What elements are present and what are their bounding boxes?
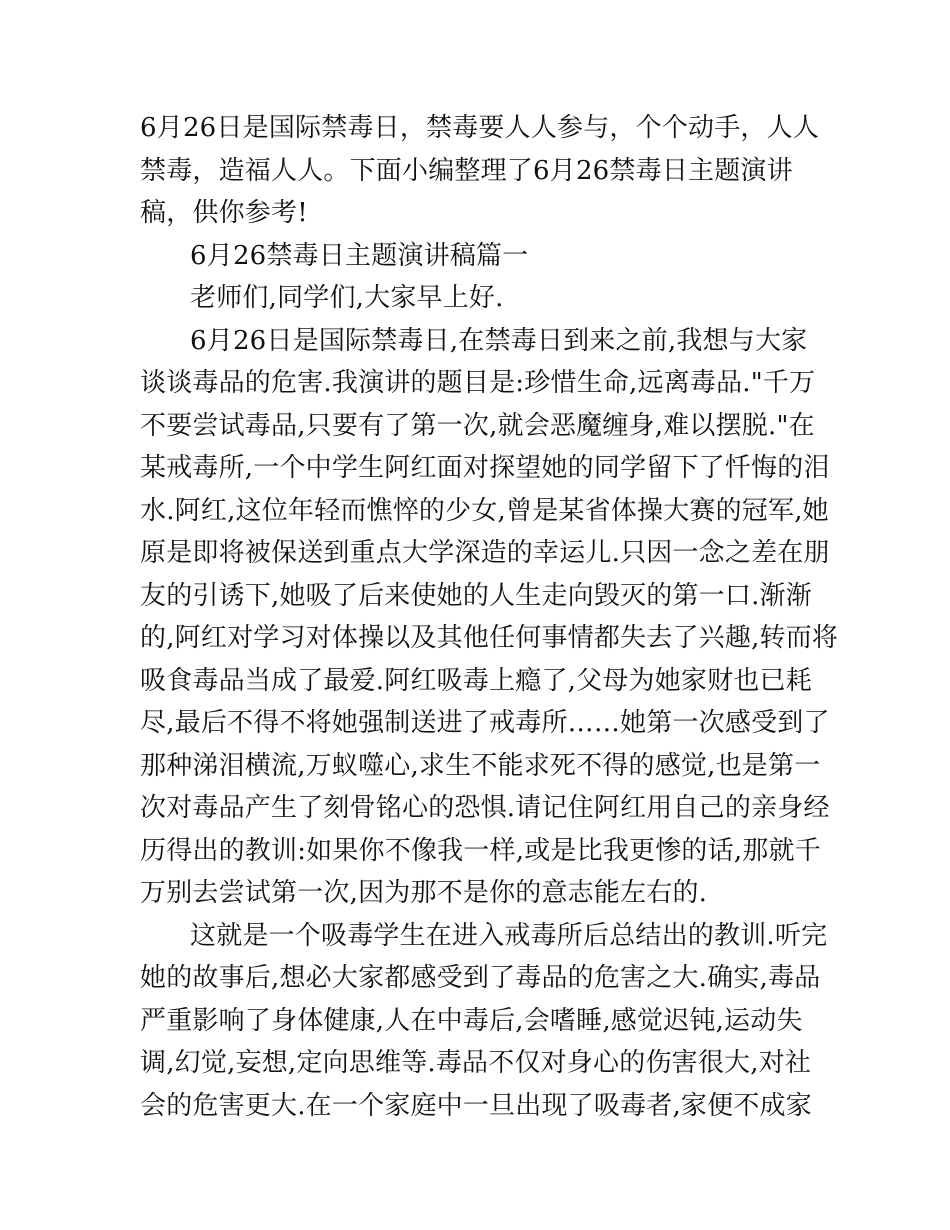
paragraph-line: 水.阿红,这位年轻而憔悴的少女,曾是某省体操大赛的冠军,她 [140,495,829,526]
intro-line: 禁毒，造福人人。下面小编整理了6月26禁毒日主题演讲 [140,155,793,186]
paragraph-line: 不要尝试毒品,只要有了第一次,就会恶魔缠身,难以摆脱."在 [140,410,815,441]
greeting: 老师们,同学们,大家早上好. [190,283,504,313]
paragraph-line: 历得出的教训:如果你不像我一样,或是比我更惨的话,那就千 [140,835,821,866]
paragraph-line: 严重影响了身体健康,人在中毒后,会嗜睡,感觉迟钝,运动失 [140,1005,803,1036]
paragraph-line: 她的故事后,想必大家都感受到了毒品的危害之大.确实,毒品 [140,963,821,993]
paragraph-line: 某戒毒所,一个中学生阿红面对探望她的同学留下了忏悔的泪 [140,453,830,483]
paragraph-line: 6月26日是国际禁毒日,在禁毒日到来之前,我想与大家 [190,325,808,356]
paragraph-line: 次对毒品产生了刻骨铭心的恐惧.请记住阿红用自己的亲身经 [140,793,830,823]
paragraph-line: 友的引诱下,她吸了后来使她的人生走向毁灭的第一口.渐渐 [140,580,812,611]
document-page [140,107,839,1127]
paragraph-line: 尽,最后不得不将她强制送进了戒毒所……她第一次感受到了 [140,708,830,738]
intro-line: 6月26日是国际禁毒日，禁毒要人人参与，个个动手，人人 [140,113,820,143]
paragraph-line: 这就是一个吸毒学生在进入戒毒所后总结出的教训.听完 [190,920,828,951]
paragraph-line: 的,阿红对学习对体操以及其他任何事情都失去了兴趣,转而将 [140,623,839,653]
intro-line: 稿，供你参考! [140,198,308,228]
paragraph-line: 万别去尝试第一次,因为那不是你的意志能左右的. [140,878,708,908]
paragraph-line: 谈谈毒品的危害.我演讲的题目是:珍惜生命,远离毒品."千万 [140,368,816,398]
paragraph-line: 会的危害更大.在一个家庭中一旦出现了吸毒者,家便不成家 [140,1090,812,1121]
paragraph-line: 原是即将被保送到重点大学深造的幸运儿.只因一念之差在朋 [140,538,830,568]
paragraph-line: 调,幻觉,妄想,定向思维等.毒品不仅对身心的伤害很大,对社 [140,1048,812,1078]
paragraph-line: 吸食毒品当成了最爱.阿红吸毒上瘾了,父母为她家财也已耗 [140,665,812,696]
section-title: 6月26禁毒日主题演讲稿篇一 [190,240,529,271]
paragraph-line: 那种涕泪横流,万蚁噬心,求生不能求死不得的感觉,也是第一 [140,750,821,781]
